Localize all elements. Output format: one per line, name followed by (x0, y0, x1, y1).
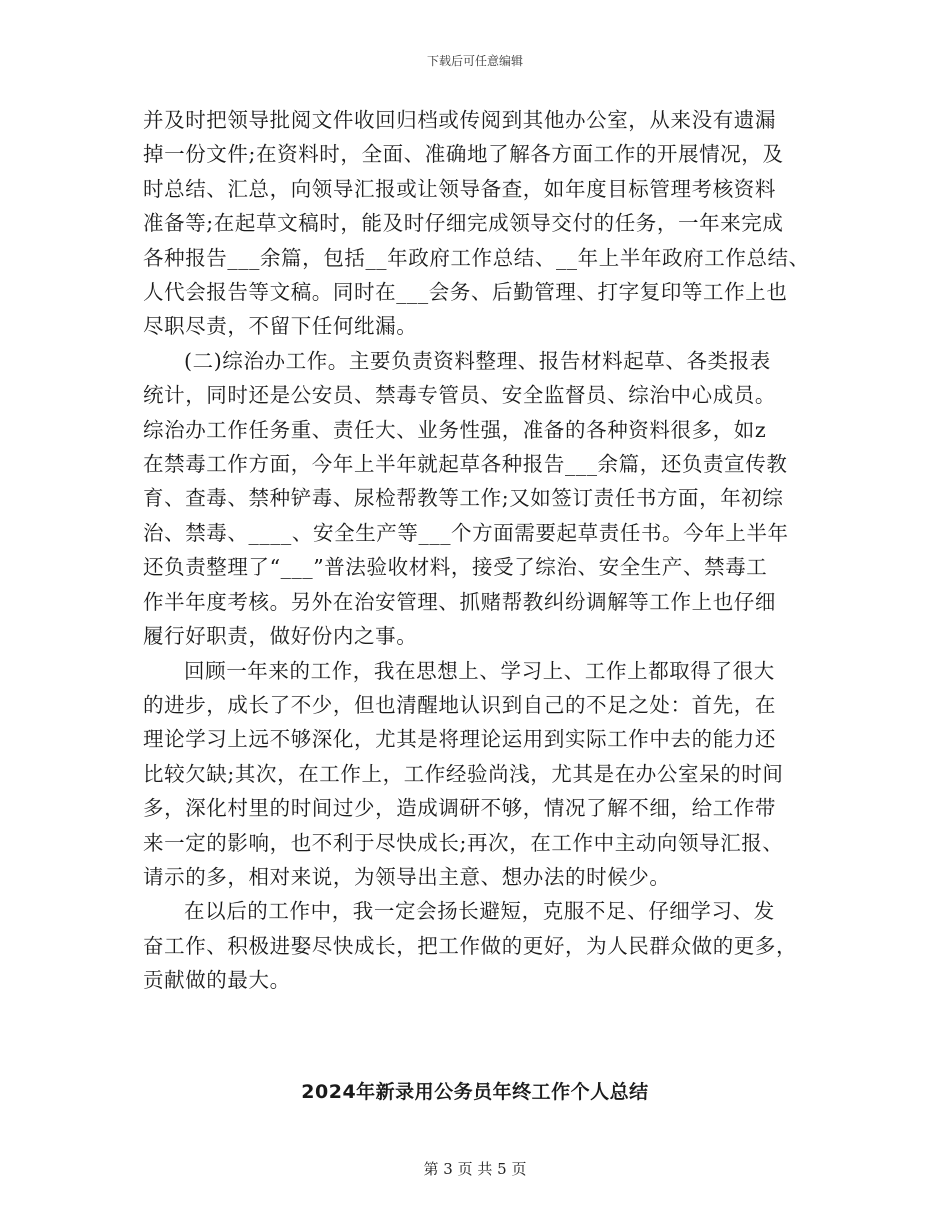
paragraph-1 (143, 103, 813, 344)
text-line: 综治办工作任务重、责任大、业务性强，准备的各种资料很多，如z (143, 417, 767, 442)
text-line: 尽职尽责，不留下任何纰漏。 (143, 314, 418, 339)
text-line: 并及时把领导批阅文件收回归档或传阅到其他办公室，从来没有遗漏 (143, 108, 776, 132)
text-line: 各种报告___余篇，包括__年政府工作总结、__年上半年政府工作总结、 (143, 245, 810, 270)
page-number: 第 3 页 共 5 页 (423, 1160, 527, 1178)
text-line: 请示的多，相对来说，为领导出主意、想办法的时候少。 (143, 864, 671, 889)
text-line: 履行好职责，做好份内之事。 (143, 624, 418, 649)
text-line: 奋工作、积极进娶尽快成长，把工作做的更好，为人民群众做的更多， (143, 933, 798, 958)
text-line: 统计，同时还是公安员、禁毒专管员、安全监督员、综治中心成员。 (143, 383, 776, 408)
text-line: 掉一份文件;在资料时，全面、准确地了解各方面工作的开展情况，及 (143, 142, 784, 167)
text-line: 的进步，成长了不少，但也清醒地认识到自己的不足之处：首先，在 (143, 692, 776, 717)
text-line: 回顾一年来的工作，我在思想上、学习上、工作上都取得了很大 (184, 658, 775, 683)
document-body (143, 103, 813, 998)
text-line: 时总结、汇总，向领导汇报或让领导备查，如年度目标管理考核资料 (143, 176, 776, 201)
paragraph-2 (143, 344, 813, 654)
text-line: 多，深化村里的时间过少，造成调研不够，情况了解不细，给工作带 (143, 796, 776, 821)
paragraph-4 (143, 894, 813, 997)
text-line: 还负责整理了“___”普法验收材料，接受了综治、安全生产、禁毒工 (143, 555, 768, 580)
text-line: 贡献做的最大。 (143, 968, 291, 993)
document-title: 2024年新录用公务员年终工作个人总结 (301, 1081, 649, 1103)
text-line: 作半年度考核。另外在治安管理、抓赌帮教纠纷调解等工作上也仔细 (143, 589, 776, 614)
text-line: 比较欠缺;其次，在工作上，工作经验尚浅，尤其是在办公室呆的时间 (143, 761, 784, 786)
text-line: 人代会报告等文稿。同时在___会务、后勤管理、打字复印等工作上也 (143, 280, 788, 305)
text-line: 在以后的工作中，我一定会扬长避短，克服不足、仔细学习、发 (184, 899, 775, 924)
text-line: 在禁毒工作方面，今年上半年就起草各种报告___余篇，还负责宣传教 (143, 452, 788, 477)
text-line: 治、禁毒、____、安全生产等___个方面需要起草责任书。今年上半年 (143, 520, 789, 545)
text-line: (二)综治办工作。主要负责资料整理、报告材料起草、各类报表 (184, 348, 771, 373)
page-header-note: 下载后可任意编辑 (426, 54, 523, 68)
text-line: 来一定的影响，也不利于尽快成长;再次，在工作中主动向领导汇报、 (143, 830, 784, 855)
text-line: 育、查毒、禁种铲毒、尿检帮教等工作;又如签订责任书方面，年初综 (143, 486, 784, 511)
paragraph-3 (143, 654, 813, 895)
text-line: 准备等;在起草文稿时，能及时仔细完成领导交付的任务，一年来完成 (143, 211, 784, 236)
text-line: 理论学习上远不够深化，尤其是将理论运用到实际工作中去的能力还 (143, 727, 776, 752)
